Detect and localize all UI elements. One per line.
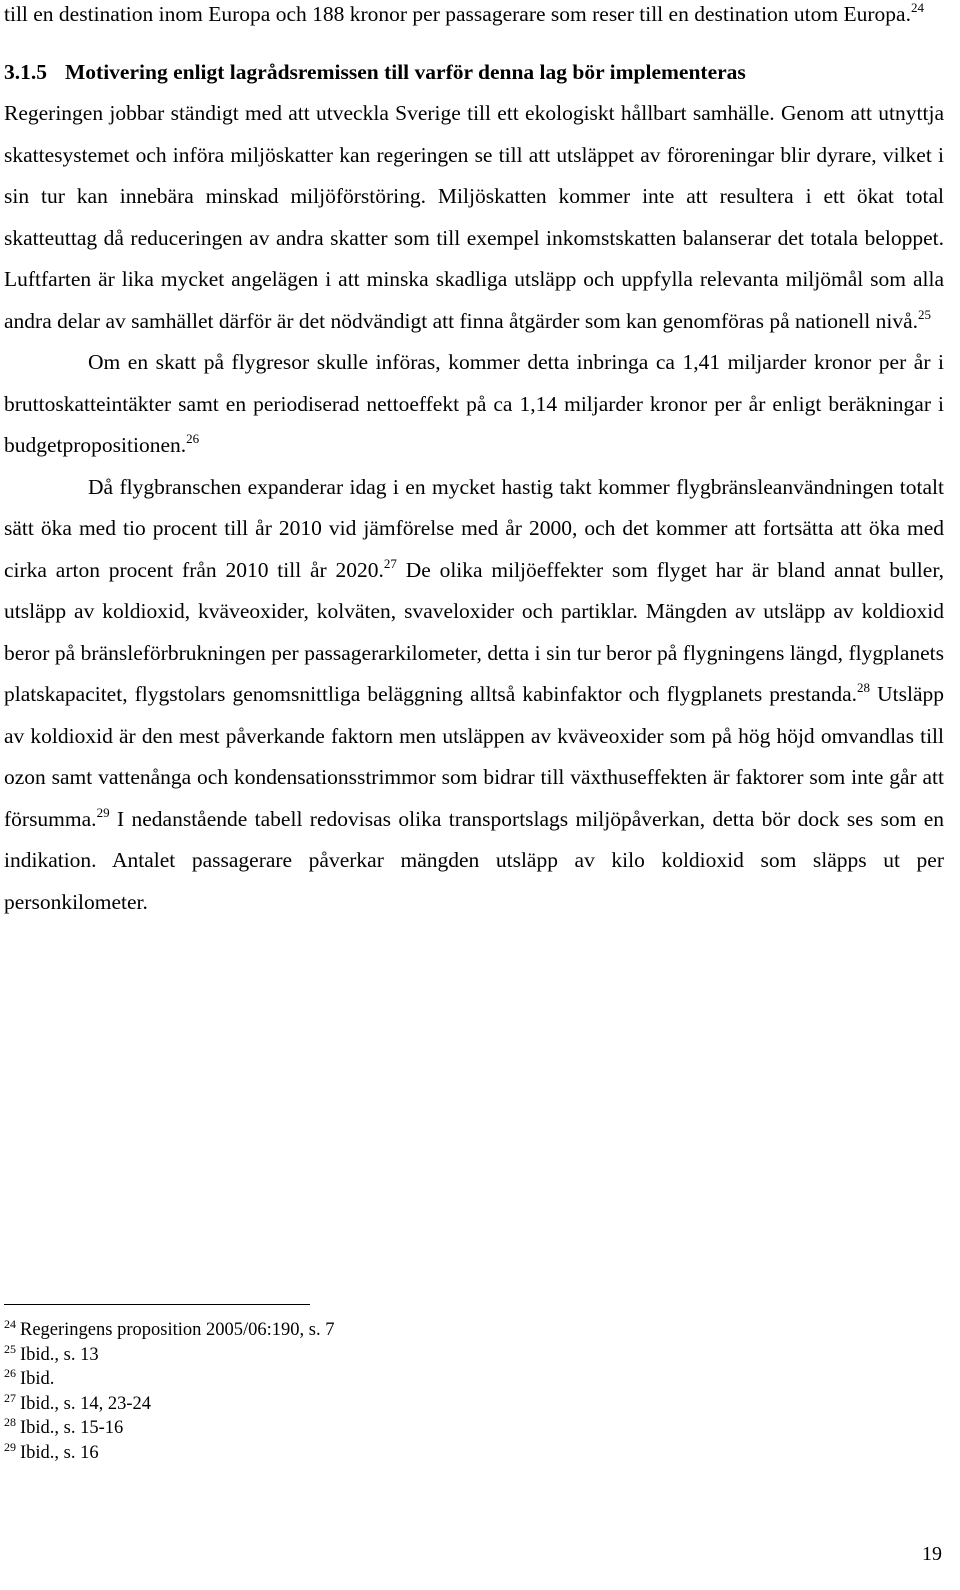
body-text [4, 0, 944, 923]
footnote-number: 27 [4, 1390, 16, 1405]
paragraph-intro-text: till en destination inom Europa och 188 kronor per passagerare som reser till en destination utom Europa. [4, 2, 911, 26]
footnote-ref-24: 24 [910, 0, 924, 15]
footnote-text: Ibid., s. 14, 23-24 [20, 1393, 152, 1414]
footnotes [4, 1318, 604, 1465]
footnote [4, 1318, 604, 1343]
paragraph-1-text: Regeringen jobbar ständigt med att utveckla Sverige till ett ekologiskt hållbart samhälle. Genom att utnyttja skattesystemet och införa miljöskatter kan regeringen se till att utsläppet av föroreningar blir dyrare, vilket i sin tur kan innebära minskad miljöförstöring. Miljöskatten kommer inte att resultera i ett ökat total skatteuttag då reduceringen av andra skatter som till exempel inkomstskatten balanserar det totala beloppet. Luftfarten är lika mycket angelägen i att minska skadliga utsläpp och uppfylla relevanta miljömål som alla andra delar av samhället därför är det nödvändigt att finna åtgärder som kan genomföras på nationell nivå. [4, 101, 944, 333]
footnote-text: Ibid. [20, 1369, 55, 1389]
footnote-number: 28 [4, 1415, 16, 1429]
footnote [4, 1343, 604, 1368]
paragraph-2 [4, 342, 944, 467]
footnote-ref-28: 28 [857, 680, 871, 695]
paragraph-1 [4, 93, 944, 342]
footnote-ref-26: 26 [186, 431, 200, 446]
paragraph-3-part-c: Utsläpp av koldioxid är den mest påverkande faktorn men utsläppen av kväveoxider som på hög höjd omvandlas till ozon samt vattenånga och kondensationsstrimmor som bidrar till växthuseffekten är faktorer som inte går att försumma. [4, 682, 945, 831]
footnote-separator [4, 1304, 310, 1305]
section-heading [4, 52, 944, 94]
footnote-number: 24 [4, 1317, 16, 1331]
footnote-text: Ibid., s. 16 [20, 1442, 99, 1463]
paragraph-intro [4, 0, 944, 36]
paragraph-2-text: Om en skatt på flygresor skulle införas, kommer detta inbringa ca 1,41 miljarder kronor per år i bruttoskatteintäkter samt en periodiserad nettoeffekt på ca 1,14 miljarder kronor per år enligt beräkningar i budgetpropositionen. [4, 350, 944, 457]
footnote [4, 1392, 604, 1417]
footnote-ref-27: 27 [383, 555, 397, 571]
paragraph-3-part-a: Då flygbranschen expanderar idag i en mycket hastig takt kommer flygbränsleanvändningen totalt sätt öka med tio procent till år 2010 vid jämförelse med år 2000, och det kommer att fortsätta att öka med cirka arton procent från 2010 till år 2020. [4, 474, 944, 582]
paragraph-3-part-b: De olika miljöeffekter som flyget har är bland annat buller, utsläpp av koldioxid, kväveoxider, kolväten, svaveloxider och partiklar. Mängden av utsläpp av koldioxid beror på bränsleförbrukningen per passagerarkilometer, detta i sin tur beror på flygningens längd, flygplanets platskapacitet, flygstolars genomsnittliga beläggning alltså kabinfaktor och flygplanets prestanda. [4, 557, 945, 706]
footnote-ref-25: 25 [918, 306, 932, 322]
footnote [4, 1441, 604, 1466]
footnote-text: Ibid., s. 15-16 [20, 1418, 124, 1438]
paragraph-3-part-d: I nedanstående tabell redovisas olika transportslags miljöpåverkan, detta bör dock ses som en indikation. Antalet passagerare påverkar mängden utsläpp av kilo koldioxid som släpps ut per personkilometer. [4, 806, 945, 914]
footnote-ref-29: 29 [96, 804, 110, 820]
page-number: 19 [922, 1543, 942, 1565]
section-number: 3.1.5 [4, 59, 47, 84]
footnote-number: 25 [4, 1341, 16, 1356]
footnote-number: 29 [4, 1439, 16, 1454]
spacer [4, 36, 944, 52]
footnote [4, 1367, 604, 1392]
paragraph-3 [4, 467, 944, 924]
footnote-text: Ibid., s. 13 [20, 1344, 99, 1365]
footnote-text: Regeringens proposition 2005/06:190, s. 7 [20, 1320, 335, 1340]
footnote-number: 26 [4, 1366, 16, 1380]
footnote [4, 1416, 604, 1441]
section-title: Motivering enligt lagrådsremissen till varför denna lag bör implementeras [65, 59, 746, 84]
